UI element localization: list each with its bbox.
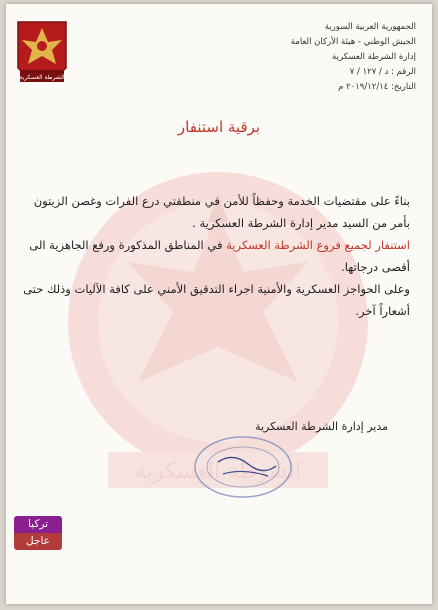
header-country: الجمهورية العربية السورية (324, 22, 416, 32)
military-police-logo (14, 18, 70, 92)
watermark-text: الشرطة العسكرية (134, 459, 302, 484)
badge-top: تركيا (14, 516, 62, 533)
body-paragraph-1: بناءً على مقتضيات الخدمة وحفظاً للأمن في منطقتي درع الفرات وغصن الزيتون (33, 194, 410, 208)
signature-title: مدير إدارة الشرطة العسكرية (255, 420, 388, 433)
letterhead (206, 20, 416, 95)
document-page (6, 4, 432, 604)
logo-caption: الشرطة العسكرية (19, 74, 65, 81)
date-value: ٢٠١٩/١٢/١٤ م (338, 82, 389, 92)
header-date (206, 80, 416, 95)
reference-label: الرقم : (391, 67, 416, 77)
news-badge (14, 516, 62, 552)
official-stamp (188, 432, 298, 502)
reference-value: د / ١٢٧ / ٧ (349, 67, 389, 77)
body-paragraph-2: بأمر من السيد مدير إدارة الشرطة العسكرية . (192, 216, 410, 230)
badge-bottom: عاجل (14, 533, 62, 550)
date-label: التاريخ: (391, 82, 416, 92)
alert-highlight: استنفار لجميع فروع الشرطة العسكرية (226, 238, 410, 252)
header-army: الجيش الوطني - هيئة الأركان العامة (290, 37, 416, 47)
header-reference (206, 65, 416, 80)
alert-rest: في المناطق المذكورة ورفع الجاهزية الى أقصى درجاتها. (29, 238, 410, 274)
body-paragraph-4: وعلى الحواجز العسكرية والأمنية اجراء التدقيق الأمني على كافة الآليات وذلك حتى أشعاراً آخر. (23, 282, 410, 318)
body-paragraph-3 (20, 234, 410, 278)
document-title: برقية استنفار (177, 118, 261, 136)
document-body (20, 190, 410, 322)
header-department: إدارة الشرطة العسكرية (332, 52, 416, 62)
